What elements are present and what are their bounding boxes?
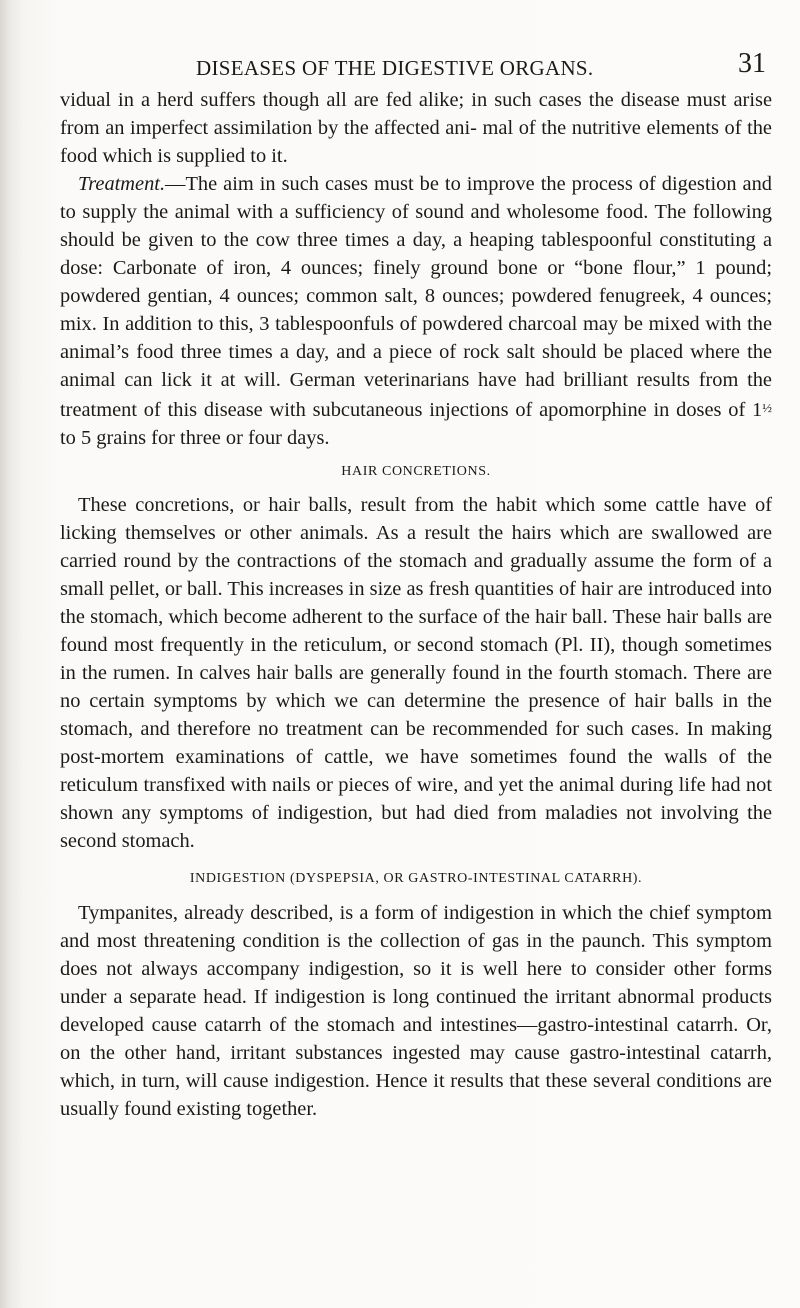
paragraph-line: mal of the nutritive elements of the food which is supplied to it. — [60, 117, 772, 167]
continued-paragraph — [60, 86, 772, 170]
running-head — [60, 48, 766, 88]
paragraph-line: vidual in a herd suffers though all are fed alike; in such cases the — [60, 89, 614, 111]
treatment-lead: Treatment. — [78, 173, 166, 195]
fraction: ½ — [762, 400, 772, 415]
treatment-tail: to 5 grains for three or four days. — [60, 427, 330, 449]
treatment-text: —The aim in such cases must be to improve the process of digestion and to supply the animal with a sufficiency of sound and wholesome food. The following should be given to the cow three times a day, a heaping tablespoonful constituting a dose: Carbonate of iron, 4 ounces; finely ground bone or “bone flour,” 1 pound; powdered gentian, 4 ounces; common salt, 8 ounces; powdered fenugreek, 4 ounces; mix. In addition to this, 3 tablespoonfuls of powdered charcoal may be mixed with the animal’s food three times a day, and a piece of rock salt should be placed where the animal can lick it at will. German veterinarians have had brilliant results from the treatment of this disease with subcutaneous injections of apomorphine in doses of 1 — [60, 173, 772, 421]
indigestion-paragraph: Tympanites, already described, is a form of indigestion in which the chief symptom and most threatening condition is the collection of gas in the paunch. This symptom does not always accompany indigestion, so it is well here to consider other forms under a separate head. If indigestion is long continued the irritant abnormal products developed cause catarrh of the stomach and intestines—gastro-intestinal catarrh. Or, on the other hand, irritant substances ingested may cause gastro-intestinal catarrh, which, in turn, will cause indigestion. Hence it results that these several conditions are usually found existing together. — [60, 902, 772, 1120]
running-title: DISEASES OF THE DIGESTIVE ORGANS. — [196, 56, 594, 80]
section-heading-indigestion: INDIGESTION (DYSPEPSIA, OR GASTRO-INTESTINAL CATARRH). — [189, 871, 643, 886]
hair-concretions-paragraph: These concretions, or hair balls, result from the habit which some cattle have of licking themselves or other animals. As a result the hairs which are swallowed are carried round by the contractions of the stomach and gradually assume the form of a small pellet, or ball. This increases in size as fresh quantities of hair are introduced into the stomach, which become adherent to the surface of the hair ball. These hair balls are found most frequently in the reticulum, or second stomach (Pl. II), though sometimes in the rumen. In calves hair balls are generally found in the fourth stomach. There are no certain symptoms by which we can determine the presence of hair balls in the stomach, and therefore no treatment can be recommended for such cases. In making post-mortem examinations of cattle, we have sometimes found the walls of the reticulum transfixed with nails or pieces of wire, and yet the animal during life had not shown any symptoms of indigestion, but had died from maladies not involving the second stomach. — [60, 494, 772, 852]
treatment-paragraph — [60, 170, 772, 452]
section-heading-hair-concretions: HAIR CONCRETIONS. — [341, 464, 491, 479]
paragraph-line: disease must arise from an imperfect assimilation by the affected ani- — [60, 89, 772, 139]
page-number: 31 — [738, 48, 766, 79]
body-text — [60, 86, 772, 1123]
